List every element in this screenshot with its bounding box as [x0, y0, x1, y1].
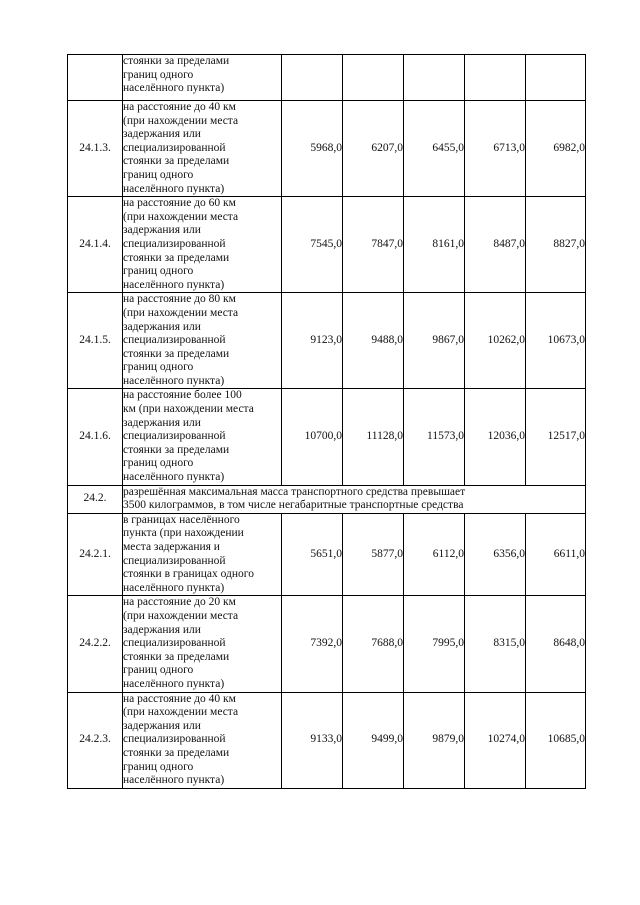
value-cell: 5968,0	[282, 101, 343, 197]
row-number-cell: 24.2.2.	[68, 596, 123, 692]
value-cell: 9133,0	[282, 692, 343, 788]
value-cell: 10685,0	[526, 692, 586, 788]
value-cell: 10673,0	[526, 293, 586, 389]
value-cell: 11573,0	[404, 389, 465, 485]
row-description-cell: на расстояние до 20 км (при нахождении места задержания или специализированной стоянки за пределами границ одного населённого пункта)	[123, 596, 282, 692]
value-cell: 11128,0	[343, 389, 404, 485]
value-cell: 7545,0	[282, 197, 343, 293]
value-cell: 8161,0	[404, 197, 465, 293]
table-row	[68, 692, 586, 788]
value-cell: 7995,0	[404, 596, 465, 692]
row-description-cell: стоянки за пределами границ одного населённого пункта)	[123, 55, 282, 101]
value-cell: 7688,0	[343, 596, 404, 692]
value-cell: 10700,0	[282, 389, 343, 485]
value-cell: 9499,0	[343, 692, 404, 788]
row-description-cell: на расстояние до 80 км (при нахождении места задержания или специализированной стоянки за пределами границ одного населённого пункта)	[123, 293, 282, 389]
value-cell: 12517,0	[526, 389, 586, 485]
table-row	[68, 389, 586, 485]
row-description-cell: в границах населённого пункта (при нахождении места задержания и специализированной стоянки в границах одного населённого пункта)	[123, 513, 282, 596]
table-row-continuation	[68, 55, 586, 101]
row-description-cell: на расстояние до 40 км (при нахождении места задержания или специализированной стоянки за пределами границ одного населённого пункта)	[123, 101, 282, 197]
row-number-cell: 24.1.4.	[68, 197, 123, 293]
table-row	[68, 596, 586, 692]
value-cell: 6112,0	[404, 513, 465, 596]
value-cell	[343, 55, 404, 101]
value-cell: 6356,0	[465, 513, 526, 596]
value-cell	[465, 55, 526, 101]
value-cell: 6982,0	[526, 101, 586, 197]
value-cell: 10262,0	[465, 293, 526, 389]
value-cell: 5877,0	[343, 513, 404, 596]
tariff-table	[67, 54, 586, 789]
value-cell: 8648,0	[526, 596, 586, 692]
section-number-cell: 24.2.	[68, 485, 123, 513]
value-cell: 9867,0	[404, 293, 465, 389]
row-number-cell: 24.1.6.	[68, 389, 123, 485]
value-cell	[404, 55, 465, 101]
value-cell: 9488,0	[343, 293, 404, 389]
row-number-cell: 24.2.3.	[68, 692, 123, 788]
row-description-cell: на расстояние до 40 км (при нахождении места задержания или специализированной стоянки за пределами границ одного населённого пункта)	[123, 692, 282, 788]
tariff-table-body	[68, 55, 586, 789]
value-cell: 6713,0	[465, 101, 526, 197]
section-header-row	[68, 485, 586, 513]
value-cell: 6455,0	[404, 101, 465, 197]
row-number-cell: 24.1.3.	[68, 101, 123, 197]
section-description-cell: разрешённая максимальная масса транспортного средства превышает 3500 килограммов, в том числе негабаритные транспортные средства	[123, 485, 586, 513]
value-cell: 7392,0	[282, 596, 343, 692]
value-cell: 7847,0	[343, 197, 404, 293]
value-cell: 8487,0	[465, 197, 526, 293]
row-description-cell: на расстояние до 60 км (при нахождении места задержания или специализированной стоянки за пределами границ одного населённого пункта)	[123, 197, 282, 293]
row-number-cell: 24.2.1.	[68, 513, 123, 596]
value-cell: 12036,0	[465, 389, 526, 485]
value-cell: 5651,0	[282, 513, 343, 596]
value-cell: 6611,0	[526, 513, 586, 596]
value-cell: 9879,0	[404, 692, 465, 788]
value-cell	[526, 55, 586, 101]
value-cell: 10274,0	[465, 692, 526, 788]
row-description-cell: на расстояние более 100 км (при нахождении места задержания или специализированной стоянки за пределами границ одного населённого пункта)	[123, 389, 282, 485]
table-row	[68, 101, 586, 197]
value-cell: 6207,0	[343, 101, 404, 197]
table-row	[68, 513, 586, 596]
value-cell: 8827,0	[526, 197, 586, 293]
value-cell: 9123,0	[282, 293, 343, 389]
value-cell: 8315,0	[465, 596, 526, 692]
table-row	[68, 197, 586, 293]
row-number-cell: 24.1.5.	[68, 293, 123, 389]
table-row	[68, 293, 586, 389]
row-number-cell	[68, 55, 123, 101]
value-cell	[282, 55, 343, 101]
